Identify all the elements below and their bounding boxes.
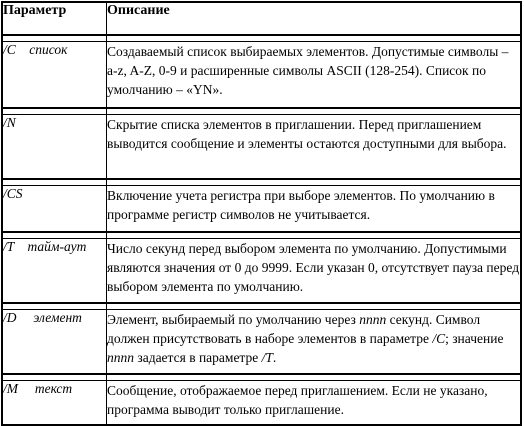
- table-row: [1, 41, 522, 107]
- description-cell: Число секунд перед выбором элемента по умолчанию. Допустимыми являются значения от 0 до 9999. Если указан 0, отсутствует пауза перед выбором элемента по умолчанию.: [106, 238, 522, 302]
- parameters-table: [1, 1, 522, 426]
- header-param: Параметр: [1, 1, 106, 34]
- param-cell: /T тайм-аут: [1, 238, 106, 302]
- table-spacer: [1, 107, 522, 114]
- desc-text: задается в параметре: [134, 350, 262, 365]
- param-cell: /N: [1, 114, 106, 178]
- header-description: Описание: [106, 1, 522, 34]
- desc-italic: nnnn: [107, 350, 134, 365]
- table-spacer: [1, 231, 522, 238]
- description-cell: Сообщение, отображаемое перед приглашением. Если не указано, программа выводит только приглашение.: [106, 380, 522, 426]
- table-row: [1, 380, 522, 426]
- desc-italic: nnnn: [359, 312, 387, 327]
- table-spacer: [1, 34, 522, 41]
- desc-text: .: [272, 350, 277, 365]
- param-cell: /M текст: [1, 380, 106, 426]
- param-cell: /D элемент: [1, 309, 106, 373]
- description-cell: Скрытие списка элементов в приглашении. Перед приглашением выводится сообщение и элементы остаются доступными для выбора.: [106, 114, 522, 178]
- table-spacer: [1, 178, 522, 185]
- desc-text: секунд. Символ должен присутствовать в наборе элементов в параметре: [107, 312, 481, 346]
- table-row: [1, 185, 522, 231]
- table-spacer: [1, 302, 522, 309]
- description-cell: Включение учета регистра при выборе элементов. По умолчанию в программе регистр символов не учитывается.: [106, 185, 522, 231]
- table-header-row: [1, 1, 522, 34]
- description-cell: Создаваемый список выбираемых элементов. Допустимые символы – a-z, A-Z, 0-9 и расширенные символы ASCII (128-254). Список по умолчанию – «YN».: [106, 41, 522, 107]
- description-cell: [106, 309, 522, 373]
- desc-text: Элемент, выбираемый по умолчанию через: [107, 312, 360, 327]
- table-spacer: [1, 373, 522, 380]
- table-row: [1, 114, 522, 178]
- param-cell: /C список: [1, 41, 106, 107]
- table-row: [1, 309, 522, 373]
- table-row: [1, 238, 522, 302]
- desc-italic: /T: [261, 350, 273, 365]
- desc-italic: /C: [432, 331, 446, 346]
- param-cell: /CS: [1, 185, 106, 231]
- desc-text: ; значение: [445, 331, 504, 346]
